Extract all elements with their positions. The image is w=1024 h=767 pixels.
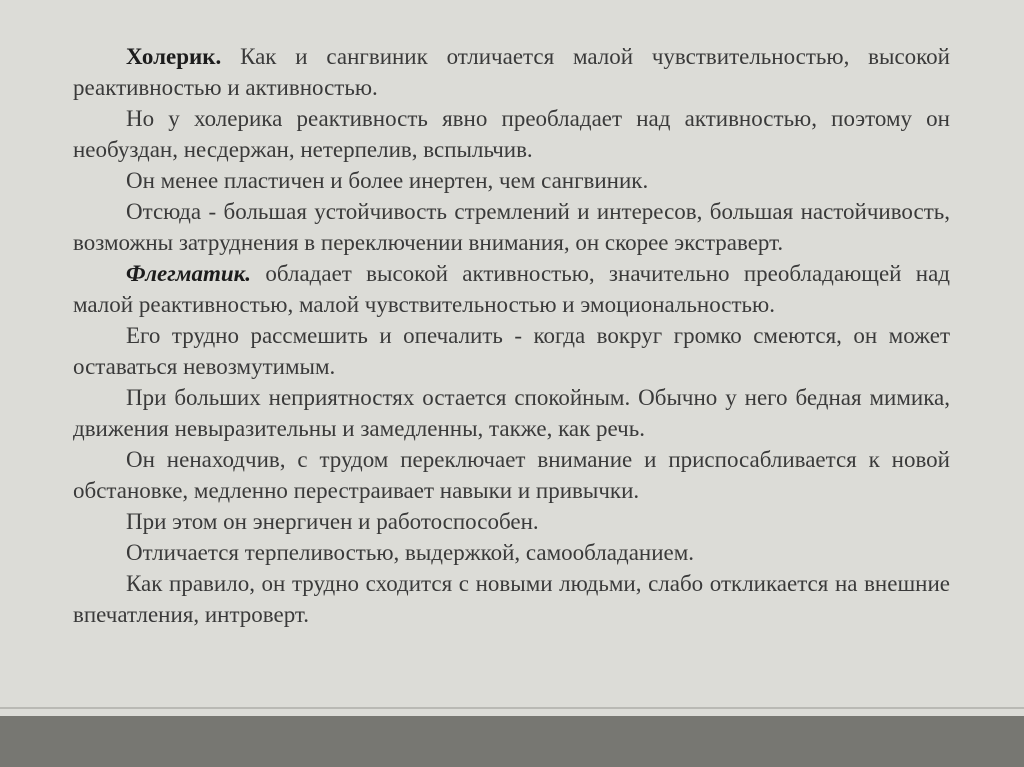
paragraph-phlegmatic-intro <box>73 258 950 320</box>
paragraph <box>73 568 950 630</box>
paragraph <box>73 103 950 165</box>
paragraph-text: При больших неприятностях остается спокойным. Обычно у него бедная мимика, движения невыразительны и замедленны, также, как речь. <box>73 385 950 441</box>
paragraph-text: Он менее пластичен и более инертен, чем сангвиник. <box>126 168 649 193</box>
paragraph <box>73 382 950 444</box>
paragraph-choleric-intro <box>73 41 950 103</box>
paragraph-text: Как и сангвиник отличается малой чувствительностью, высокой реактивностью и активностью. <box>73 44 950 100</box>
term-phlegmatic: Флегматик. <box>126 261 252 286</box>
paragraph-text: Он ненаходчив, с трудом переключает внимание и приспосабливается к новой обстановке, медленно перестраивает навыки и привычки. <box>73 447 950 503</box>
paragraph <box>73 444 950 506</box>
paragraph <box>73 196 950 258</box>
paragraph <box>73 506 950 537</box>
paragraph-text: Его трудно рассмешить и опечалить - когда вокруг громко смеются, он может оставаться невозмутимым. <box>73 323 950 379</box>
text-body <box>73 41 950 630</box>
term-choleric: Холерик. <box>126 44 222 69</box>
paragraph-text: При этом он энергичен и работоспособен. <box>126 509 539 534</box>
paragraph-text: Отличается терпеливостью, выдержкой, самообладанием. <box>126 540 695 565</box>
paragraph <box>73 537 950 568</box>
paragraph <box>73 165 950 196</box>
paragraph-text: Как правило, он трудно сходится с новыми людьми, слабо откликается на внешние впечатления, интроверт. <box>73 571 950 627</box>
footer-divider <box>0 707 1024 709</box>
paragraph <box>73 320 950 382</box>
paragraph-text: Но у холерика реактивность явно преобладает над активностью, поэтому он необуздан, несдержан, нетерпелив, вспыльчив. <box>73 106 950 162</box>
paragraph-text: Отсюда - большая устойчивость стремлений и интересов, большая настойчивость, возможны затруднения в переключении внимания, он скорее экстраверт. <box>73 199 950 255</box>
footer-band <box>0 716 1024 767</box>
paragraph-text: обладает высокой активностью, значительно преобладающей над малой реактивностью, малой чувствительностью и эмоциональностью. <box>73 261 950 317</box>
